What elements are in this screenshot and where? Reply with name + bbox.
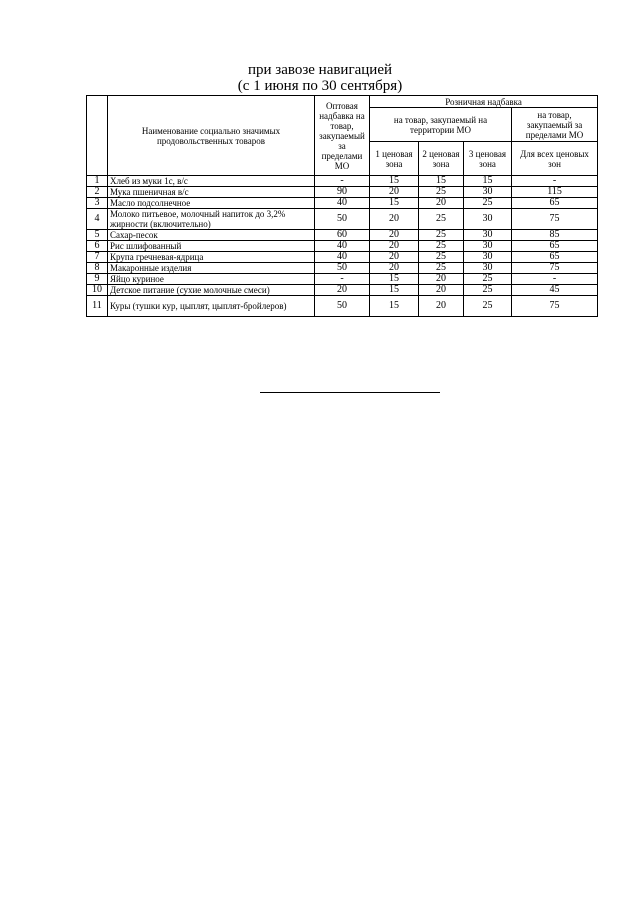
header-retail-out: на товар, закупаемый за пределами МО <box>512 108 598 142</box>
all-zones-markup: - <box>512 274 598 285</box>
all-zones-markup: 75 <box>512 296 598 317</box>
zone3-markup: 30 <box>464 241 512 252</box>
all-zones-markup: 65 <box>512 241 598 252</box>
product-name: Рис шлифованный <box>108 241 315 252</box>
zone1-markup: 20 <box>370 263 419 274</box>
wholesale-markup: 50 <box>315 209 370 230</box>
header-retail: Розничная надбавка <box>370 96 598 108</box>
wholesale-markup: - <box>315 274 370 285</box>
zone1-markup: 15 <box>370 296 419 317</box>
all-zones-markup: 45 <box>512 285 598 296</box>
zone1-markup: 15 <box>370 176 419 187</box>
signature-line <box>260 392 440 393</box>
product-name: Молоко питьевое, молочный напиток до 3,2% жирности (включительно) <box>108 209 315 230</box>
row-number: 2 <box>87 187 108 198</box>
row-number: 5 <box>87 230 108 241</box>
zone3-markup: 25 <box>464 285 512 296</box>
product-name: Яйцо куриное <box>108 274 315 285</box>
product-name: Масло подсолнечное <box>108 198 315 209</box>
page-title-line2: (с 1 июня по 30 сентября) <box>237 78 403 94</box>
table-row <box>87 241 598 252</box>
zone2-markup: 20 <box>419 296 464 317</box>
wholesale-markup: - <box>315 176 370 187</box>
wholesale-markup: 50 <box>315 263 370 274</box>
product-name: Детское питание (сухие молочные смеси) <box>108 285 315 296</box>
all-zones-markup: 85 <box>512 230 598 241</box>
row-number: 4 <box>87 209 108 230</box>
all-zones-markup: 65 <box>512 252 598 263</box>
zone3-markup: 25 <box>464 296 512 317</box>
zone2-markup: 25 <box>419 252 464 263</box>
zone2-markup: 25 <box>419 241 464 252</box>
markup-table <box>86 95 598 317</box>
zone3-markup: 25 <box>464 198 512 209</box>
table-row <box>87 176 598 187</box>
table-row <box>87 209 598 230</box>
wholesale-markup: 90 <box>315 187 370 198</box>
page-title-line1: при завозе навигацией <box>247 62 393 78</box>
zone3-markup: 30 <box>464 209 512 230</box>
header-wholesale: Оптовая надбавка на товар, закупаемый за пределами МО <box>315 96 370 176</box>
zone1-markup: 15 <box>370 198 419 209</box>
row-number: 8 <box>87 263 108 274</box>
zone2-markup: 15 <box>419 176 464 187</box>
table-row <box>87 263 598 274</box>
row-number: 7 <box>87 252 108 263</box>
zone2-markup: 20 <box>419 198 464 209</box>
zone2-markup: 25 <box>419 187 464 198</box>
header-zone-1: 1 ценовая зона <box>370 142 419 176</box>
header-number-cell <box>87 96 108 176</box>
product-name: Хлеб из муки 1с, в/с <box>108 176 315 187</box>
table-row <box>87 198 598 209</box>
all-zones-markup: 115 <box>512 187 598 198</box>
header-all-zones: Для всех ценовых зон <box>512 142 598 176</box>
product-name: Сахар-песок <box>108 230 315 241</box>
row-number: 6 <box>87 241 108 252</box>
row-number: 9 <box>87 274 108 285</box>
zone2-markup: 25 <box>419 209 464 230</box>
table-row <box>87 274 598 285</box>
zone1-markup: 15 <box>370 285 419 296</box>
zone3-markup: 30 <box>464 263 512 274</box>
zone1-markup: 20 <box>370 230 419 241</box>
all-zones-markup: 75 <box>512 263 598 274</box>
zone1-markup: 20 <box>370 252 419 263</box>
zone1-markup: 20 <box>370 187 419 198</box>
wholesale-markup: 40 <box>315 252 370 263</box>
product-name: Куры (тушки кур, цыплят, цыплят-бройлеров) <box>108 296 315 317</box>
zone1-markup: 20 <box>370 209 419 230</box>
table-row <box>87 187 598 198</box>
zone2-markup: 20 <box>419 274 464 285</box>
wholesale-markup: 40 <box>315 198 370 209</box>
row-number: 3 <box>87 198 108 209</box>
table-row <box>87 252 598 263</box>
header-zone-2: 2 ценовая зона <box>419 142 464 176</box>
zone3-markup: 30 <box>464 230 512 241</box>
row-number: 10 <box>87 285 108 296</box>
zone3-markup: 25 <box>464 274 512 285</box>
wholesale-markup: 40 <box>315 241 370 252</box>
zone2-markup: 25 <box>419 263 464 274</box>
header-name: Наименование социально значимых продовольственных товаров <box>108 96 315 176</box>
product-name: Макаронные изделия <box>108 263 315 274</box>
zone2-markup: 20 <box>419 285 464 296</box>
wholesale-markup: 60 <box>315 230 370 241</box>
table-row <box>87 230 598 241</box>
product-name: Крупа гречневая-ядрица <box>108 252 315 263</box>
zone3-markup: 30 <box>464 187 512 198</box>
zone3-markup: 30 <box>464 252 512 263</box>
all-zones-markup: 65 <box>512 198 598 209</box>
product-name: Мука пшеничная в/с <box>108 187 315 198</box>
table-row <box>87 285 598 296</box>
wholesale-markup: 50 <box>315 296 370 317</box>
table-row <box>87 296 598 317</box>
all-zones-markup: 75 <box>512 209 598 230</box>
zone3-markup: 15 <box>464 176 512 187</box>
zone1-markup: 20 <box>370 241 419 252</box>
zone2-markup: 25 <box>419 230 464 241</box>
header-zone-3: 3 ценовая зона <box>464 142 512 176</box>
all-zones-markup: - <box>512 176 598 187</box>
wholesale-markup: 20 <box>315 285 370 296</box>
zone1-markup: 15 <box>370 274 419 285</box>
row-number: 11 <box>87 296 108 317</box>
row-number: 1 <box>87 176 108 187</box>
header-retail-in: на товар, закупаемый на территории МО <box>370 108 512 142</box>
